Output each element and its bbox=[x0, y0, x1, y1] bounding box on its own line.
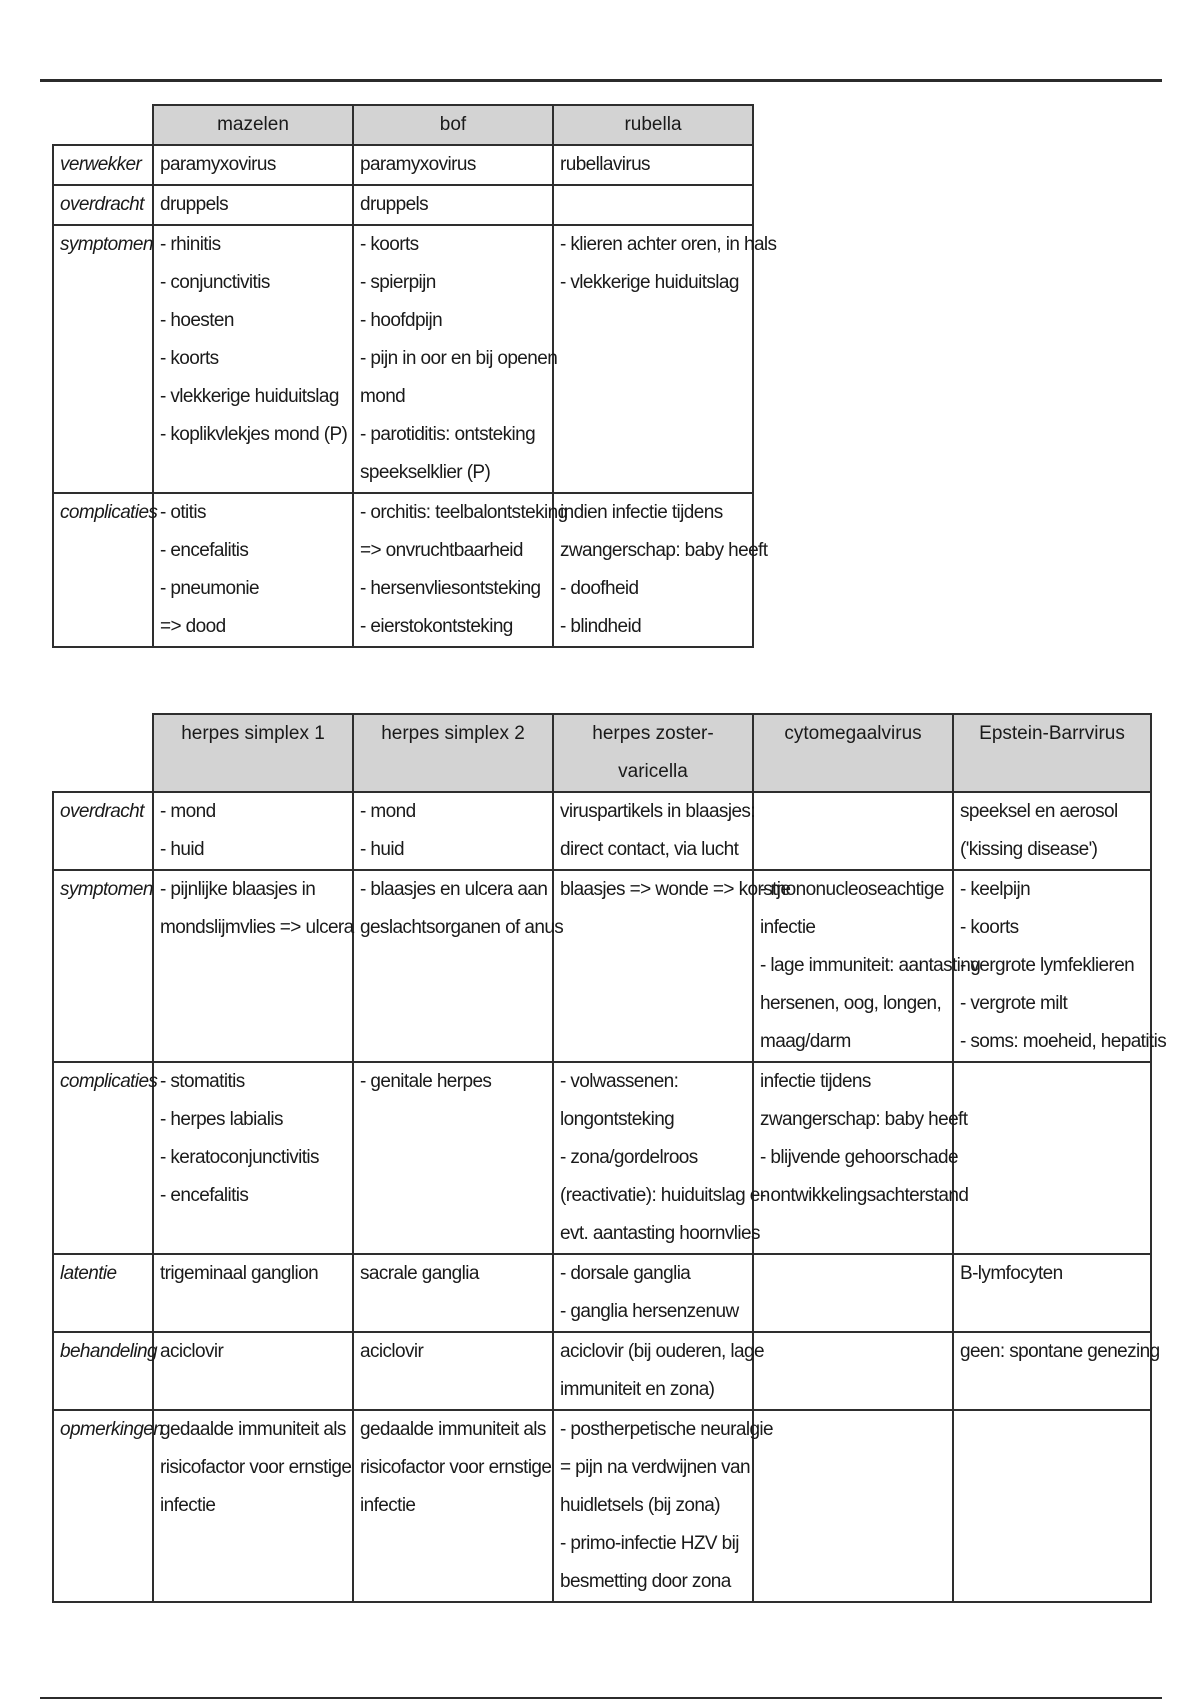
cell-text-line: - dorsale ganglia bbox=[560, 1263, 691, 1284]
cell-text-line: - hoofdpijn bbox=[360, 310, 443, 331]
column-header: herpes zoster-varicella bbox=[553, 714, 753, 792]
cell-text-line: evt. aantasting hoornvlies bbox=[560, 1223, 760, 1244]
table-cell bbox=[753, 1254, 953, 1332]
row-header bbox=[53, 1410, 164, 1602]
table-cell bbox=[753, 1062, 969, 1254]
table-cell bbox=[953, 1332, 1160, 1410]
table-cell bbox=[553, 185, 753, 225]
cell-text-line: - conjunctivitis bbox=[160, 272, 270, 293]
table-cell bbox=[953, 792, 1151, 870]
cell-text-line: speeksel en aerosol bbox=[960, 801, 1118, 822]
table-cell bbox=[153, 145, 353, 185]
table-cell bbox=[153, 1410, 353, 1602]
cell-text-line: - vlekkerige huiduitslag bbox=[560, 272, 739, 293]
table-cell bbox=[953, 1254, 1151, 1332]
top-rule bbox=[40, 79, 1162, 82]
cell-text-line: aciclovir (bij ouderen, lage bbox=[560, 1341, 764, 1362]
cell-text-line: infectie tijdens bbox=[760, 1071, 871, 1092]
table-row bbox=[53, 145, 753, 185]
cell-text-line: trigeminaal ganglion bbox=[160, 1263, 319, 1284]
table-cell bbox=[753, 870, 981, 1062]
cell-text-line: - eierstokontsteking bbox=[360, 616, 513, 637]
table-cell bbox=[553, 145, 753, 185]
table-cell bbox=[353, 1254, 553, 1332]
table-cell bbox=[153, 185, 353, 225]
table-herpes-viruses bbox=[52, 713, 1167, 1603]
table-cell bbox=[553, 1254, 753, 1332]
cell-text-line: B-lymfocyten bbox=[960, 1263, 1063, 1284]
cell-text-line: - postherpetische neuralgie bbox=[560, 1419, 773, 1440]
row-label: verwekker bbox=[60, 154, 142, 175]
row-header bbox=[53, 870, 153, 1062]
cell-text-line: - soms: moeheid, hepatitis bbox=[960, 1031, 1167, 1052]
table-cell bbox=[753, 792, 953, 870]
cell-text-line: = pijn na verdwijnen van bbox=[560, 1457, 750, 1478]
row-label: behandeling bbox=[60, 1341, 157, 1362]
cell-text-line: - vergrote milt bbox=[960, 993, 1068, 1014]
table-row bbox=[53, 1332, 1151, 1410]
table-cell bbox=[553, 1410, 773, 1602]
cell-text-line: - mond bbox=[160, 801, 216, 822]
table-cell bbox=[553, 1332, 764, 1410]
row-header bbox=[53, 792, 153, 870]
cell-text-line: - zona/gordelroos bbox=[560, 1147, 698, 1168]
cell-text-line: - encefalitis bbox=[160, 1185, 249, 1206]
cell-text-line: besmetting door zona bbox=[560, 1571, 731, 1592]
table-row bbox=[53, 1254, 1151, 1332]
cell-text-line: - vlekkerige huiduitslag bbox=[160, 386, 339, 407]
row-header bbox=[53, 493, 158, 647]
row-header bbox=[53, 1332, 157, 1410]
column-header: bof bbox=[353, 105, 553, 145]
table-cell bbox=[953, 1062, 1151, 1254]
row-header bbox=[53, 1254, 153, 1332]
cell-text-line: - stomatitis bbox=[160, 1071, 245, 1092]
table-cell bbox=[353, 185, 553, 225]
cell-text-line: mondslijmvlies => ulcera bbox=[160, 917, 354, 938]
row-label: overdracht bbox=[60, 194, 144, 215]
cell-text-line: - ontwikkelingsachterstand bbox=[760, 1185, 969, 1206]
row-header bbox=[53, 145, 153, 185]
cell-text-line: - pneumonie bbox=[160, 578, 260, 599]
table-row bbox=[53, 493, 753, 647]
table-cell bbox=[953, 870, 1167, 1062]
cell-text-line: - koorts bbox=[360, 234, 419, 255]
table-cell bbox=[153, 225, 353, 493]
row-header bbox=[53, 225, 153, 493]
cell-text-line: direct contact, via lucht bbox=[560, 839, 739, 860]
cell-text-line: speekselklier (P) bbox=[360, 462, 491, 483]
cell-text-line: - primo-infectie HZV bij bbox=[560, 1533, 739, 1554]
table-cell bbox=[153, 792, 353, 870]
row-label: symptomen bbox=[60, 234, 153, 255]
table-row bbox=[53, 1410, 1151, 1602]
cell-text-line: - klieren achter oren, in hals bbox=[560, 234, 777, 255]
table-cell bbox=[353, 145, 553, 185]
cell-text-line: paramyxovirus bbox=[160, 154, 276, 175]
cell-text-line: - keratoconjunctivitis bbox=[160, 1147, 319, 1168]
cell-text-line: - huid bbox=[160, 839, 204, 860]
table-row bbox=[53, 185, 753, 225]
column-header: rubella bbox=[553, 105, 753, 145]
table-cell bbox=[153, 1254, 353, 1332]
cell-text-line: => onvruchtbaarheid bbox=[360, 540, 523, 561]
cell-text-line: - koorts bbox=[960, 917, 1019, 938]
cell-text-line: longontsteking bbox=[560, 1109, 675, 1130]
cell-text-line: geen: spontane genezing bbox=[960, 1341, 1160, 1362]
cell-text-line: risicofactor voor ernstige bbox=[160, 1457, 352, 1478]
cell-text-line: - koplikvlekjes mond (P) bbox=[160, 424, 348, 445]
cell-text-line: sacrale ganglia bbox=[360, 1263, 479, 1284]
row-label: complicaties bbox=[60, 1071, 158, 1092]
row-label: opmerkingen bbox=[60, 1419, 164, 1440]
cell-text-line: rubellavirus bbox=[560, 154, 650, 175]
column-header: herpes simplex 1 bbox=[153, 714, 353, 792]
table-cell bbox=[353, 493, 568, 647]
cell-text-line: - koorts bbox=[160, 348, 219, 369]
cell-text-line: - mond bbox=[360, 801, 416, 822]
cell-text-line: - keelpijn bbox=[960, 879, 1031, 900]
cell-text-line: - hoesten bbox=[160, 310, 234, 331]
cell-text-line: aciclovir bbox=[360, 1341, 424, 1362]
cell-text-line: - blaasjes en ulcera aan bbox=[360, 879, 548, 900]
cell-text-line: geslachtsorganen of anus bbox=[360, 917, 564, 938]
table-cell bbox=[153, 493, 353, 647]
cell-text-line: hersenen, oog, longen, bbox=[760, 993, 942, 1014]
table-cell bbox=[353, 870, 564, 1062]
row-label: symptomen bbox=[60, 879, 153, 900]
table-cell bbox=[553, 1062, 770, 1254]
column-header: mazelen bbox=[153, 105, 353, 145]
table-row bbox=[53, 870, 1151, 1062]
table-cell bbox=[353, 792, 553, 870]
table-cell bbox=[753, 1410, 953, 1602]
table-cell bbox=[153, 1332, 353, 1410]
cell-text-line: - blindheid bbox=[560, 616, 642, 637]
table-mazelen-bof-rubella bbox=[52, 104, 777, 648]
cell-text-line: - otitis bbox=[160, 502, 206, 523]
row-label: complicaties bbox=[60, 502, 158, 523]
column-header: cytomegaalvirus bbox=[753, 714, 953, 792]
table-row bbox=[53, 225, 753, 493]
cell-text-line: druppels bbox=[160, 194, 229, 215]
cell-text-line: - parotiditis: ontsteking bbox=[360, 424, 536, 445]
row-header bbox=[53, 185, 153, 225]
cell-text-line: infectie bbox=[160, 1495, 216, 1516]
cell-text-line: - herpes labialis bbox=[160, 1109, 283, 1130]
row-header bbox=[53, 1062, 158, 1254]
cell-text-line: infectie bbox=[360, 1495, 416, 1516]
cell-text-line: - pijn in oor en bij openen bbox=[360, 348, 558, 369]
cell-text-line: viruspartikels in blaasjes: bbox=[560, 801, 755, 822]
cell-text-line: - orchitis: teelbalontsteking bbox=[360, 502, 568, 523]
table-cell bbox=[553, 792, 753, 870]
cell-text-line: - genitale herpes bbox=[360, 1071, 492, 1092]
table-cell bbox=[353, 1410, 553, 1602]
bottom-rule bbox=[40, 1697, 1162, 1699]
cell-text-line: zwangerschap: baby heeft bbox=[760, 1109, 968, 1130]
table-cell bbox=[353, 1062, 553, 1254]
table-cell bbox=[153, 870, 353, 1062]
cell-text-line: - encefalitis bbox=[160, 540, 249, 561]
cell-text-line: - lage immuniteit: aantasting bbox=[760, 955, 981, 976]
cell-text-line: - blijvende gehoorschade bbox=[760, 1147, 958, 1168]
cell-text-line: - vergrote lymfeklieren bbox=[960, 955, 1135, 976]
table-cell bbox=[553, 225, 777, 493]
table-cell bbox=[153, 1062, 353, 1254]
cell-text-line: blaasjes => wonde => korstje bbox=[560, 879, 791, 900]
cell-text-line: - hersenvliesontsteking bbox=[360, 578, 541, 599]
cell-text-line: - doofheid bbox=[560, 578, 639, 599]
row-label: latentie bbox=[60, 1263, 117, 1284]
table-row bbox=[53, 1062, 1151, 1254]
column-header: Epstein-Barrvirus bbox=[953, 714, 1151, 792]
cell-text-line: - ganglia hersenzenuw bbox=[560, 1301, 739, 1322]
table-cell bbox=[353, 1332, 553, 1410]
corner-cell bbox=[53, 714, 153, 792]
table-cell bbox=[753, 1332, 953, 1410]
cell-text-line: aciclovir bbox=[160, 1341, 224, 1362]
cell-text-line: ('kissing disease') bbox=[960, 839, 1098, 860]
cell-text-line: - mononucleoseachtige bbox=[760, 879, 944, 900]
row-label: overdracht bbox=[60, 801, 144, 822]
column-header: herpes simplex 2 bbox=[353, 714, 553, 792]
table-row bbox=[53, 792, 1151, 870]
cell-text-line: => dood bbox=[160, 616, 226, 637]
cell-text-line: (reactivatie): huiduitslag en bbox=[560, 1185, 770, 1206]
cell-text-line: - huid bbox=[360, 839, 404, 860]
cell-text-line: huidletsels (bij zona) bbox=[560, 1495, 720, 1516]
cell-text-line: indien infectie tijdens bbox=[560, 502, 723, 523]
cell-text-line: - rhinitis bbox=[160, 234, 221, 255]
cell-text-line: immuniteit en zona) bbox=[560, 1379, 715, 1400]
table-cell bbox=[353, 225, 558, 493]
corner-cell bbox=[53, 105, 153, 145]
cell-text-line: zwangerschap: baby heeft bbox=[560, 540, 768, 561]
cell-text-line: - spierpijn bbox=[360, 272, 436, 293]
table-cell bbox=[553, 493, 768, 647]
cell-text-line: paramyxovirus bbox=[360, 154, 476, 175]
cell-text-line: - pijnlijke blaasjes in bbox=[160, 879, 316, 900]
cell-text-line: risicofactor voor ernstige bbox=[360, 1457, 552, 1478]
cell-text-line: mond bbox=[360, 386, 406, 407]
table-cell bbox=[953, 1410, 1151, 1602]
cell-text-line: gedaalde immuniteit als bbox=[360, 1419, 546, 1440]
cell-text-line: infectie bbox=[760, 917, 816, 938]
cell-text-line: druppels bbox=[360, 194, 429, 215]
cell-text-line: maag/darm bbox=[760, 1031, 851, 1052]
cell-text-line: gedaalde immuniteit als bbox=[160, 1419, 346, 1440]
cell-text-line: - volwassenen: bbox=[560, 1071, 679, 1092]
